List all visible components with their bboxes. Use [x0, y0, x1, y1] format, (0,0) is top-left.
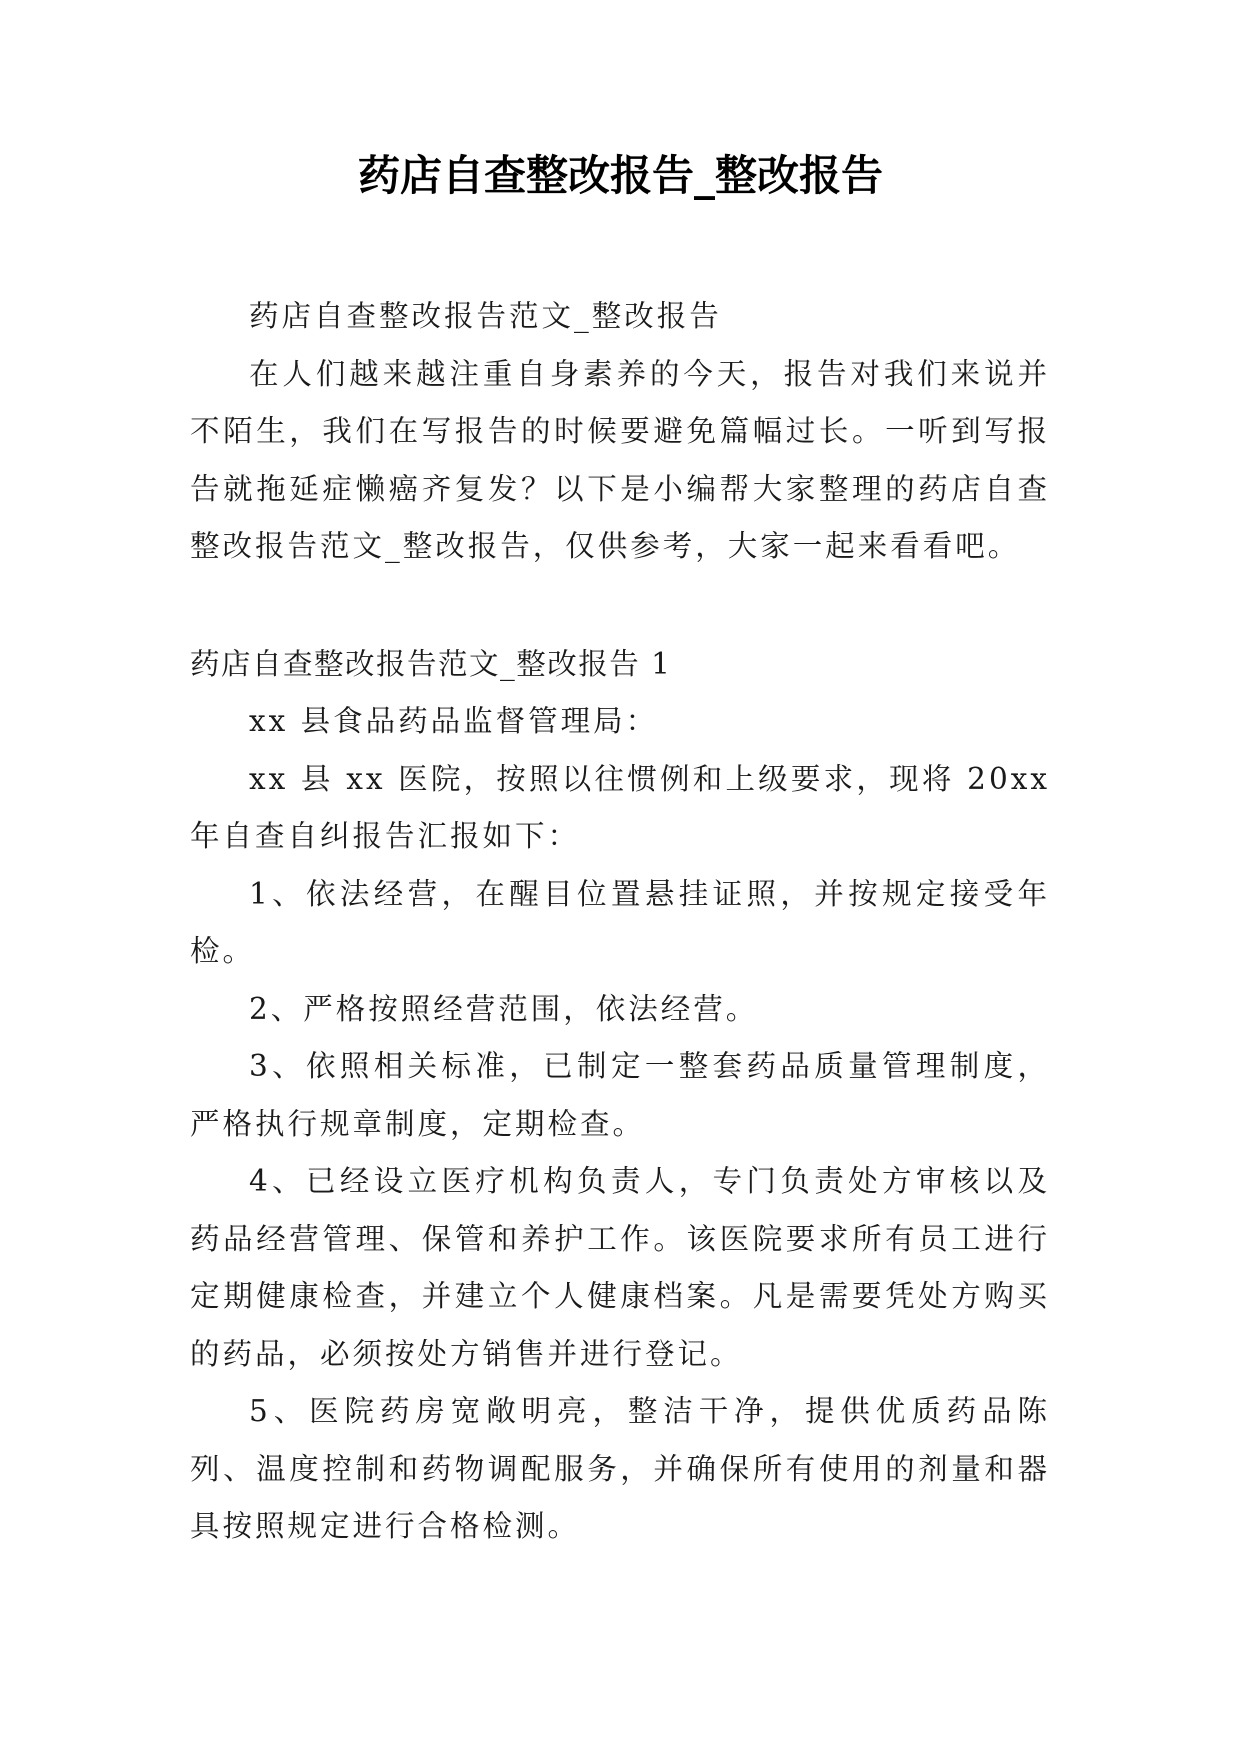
- opening-paragraph: xx 县 xx 医院，按照以往惯例和上级要求，现将 20xx 年自查自纠报告汇报如下：: [190, 761, 1050, 853]
- list-item: 3、依照相关标准，已制定一整套药品质量管理制度，严格执行规章制度，定期检查。: [190, 1049, 1050, 1141]
- document-title: 药店自查整改报告_整改报告: [357, 151, 883, 200]
- list-item: 4、已经设立医疗机构负责人，专门负责处方审核以及药品经营管理、保管和养护工作。该医院要求所有员工进行定期健康检查，并建立个人健康档案。凡是需要凭处方购买的药品，必须按处方销售并进行登记。: [190, 1164, 1050, 1371]
- intro-paragraph: 在人们越来越注重自身素养的今天，报告对我们来说并不陌生，我们在写报告的时候要避免篇幅过长。一听到写报告就拖延症懒癌齐复发？以下是小编帮大家整理的药店自查整改报告范文_整改报告，仅供参考，大家一起来看看吧。: [190, 356, 1050, 563]
- addressee-paragraph: xx 县食品药品监督管理局：: [249, 704, 659, 738]
- document-body: [190, 288, 1050, 1556]
- subtitle-paragraph: 药店自查整改报告范文_整改报告: [249, 299, 722, 333]
- list-item: 2、严格按照经营范围，依法经营。: [249, 991, 759, 1026]
- list-item: 1、依法经营，在醒目位置悬挂证照，并按规定接受年检。: [190, 876, 1050, 968]
- list-item: 5、医院药房宽敞明亮，整洁干净，提供优质药品陈列、温度控制和药物调配服务，并确保所有使用的剂量和器具按照规定进行合格检测。: [190, 1394, 1050, 1543]
- section-heading: 药店自查整改报告范文_整改报告 1: [190, 646, 672, 681]
